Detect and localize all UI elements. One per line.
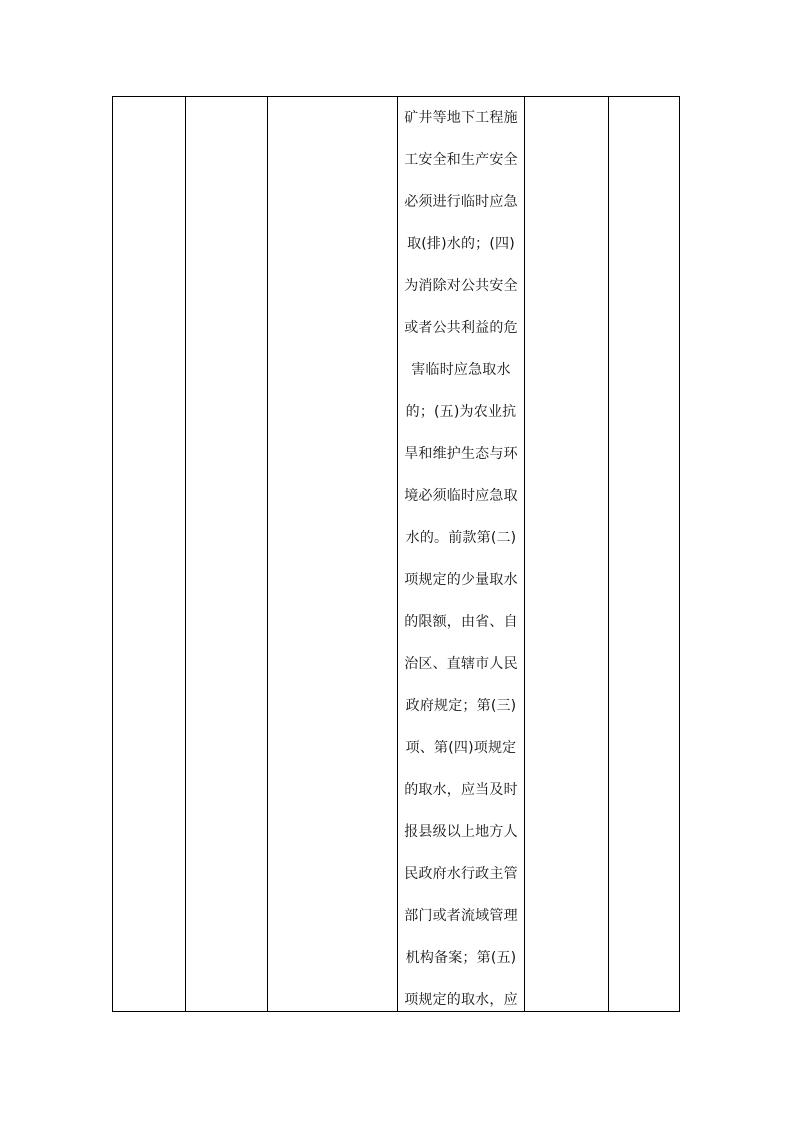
column-divider-5 (608, 97, 609, 1011)
table (112, 96, 680, 1012)
column-divider-4 (524, 97, 525, 1011)
text-line: 报县级以上地方人 (404, 824, 518, 840)
text-line: 部门或者流域管理 (404, 908, 518, 924)
text-line: 害临时应急取水 (411, 362, 511, 378)
text-line: 必须进行临时应急 (404, 194, 518, 210)
text-line: 水的。前款第(二) (405, 530, 517, 546)
text-line: 机构备案；第(五) (405, 950, 517, 966)
text-line: 的；(五)为农业抗 (405, 404, 517, 420)
text-line: 项规定的取水，应 (404, 992, 518, 1008)
column-divider-2 (267, 97, 268, 1011)
text-line: 境必须临时应急取 (404, 488, 518, 504)
text-line: 或者公共利益的危 (404, 320, 518, 336)
text-line: 项规定的少量取水 (404, 572, 518, 588)
text-line: 旱和维护生态与环 (404, 446, 518, 462)
text-line: 为消除对公共安全 (404, 278, 518, 294)
text-line: 治区、直辖市人民 (404, 656, 518, 672)
text-line: 项、第(四)项规定 (405, 740, 517, 756)
text-line: 取(排)水的；(四) (407, 236, 515, 252)
text-line: 工安全和生产安全 (404, 152, 518, 168)
text-line: 民政府水行政主管 (404, 866, 518, 882)
text-line: 的限额，由省、自 (404, 614, 518, 630)
regulation-text-cell (398, 97, 524, 1011)
column-divider-1 (185, 97, 186, 1011)
text-line: 矿井等地下工程施 (404, 110, 518, 126)
text-line: 政府规定；第(三) (405, 698, 517, 714)
text-line: 的取水，应当及时 (404, 782, 518, 798)
